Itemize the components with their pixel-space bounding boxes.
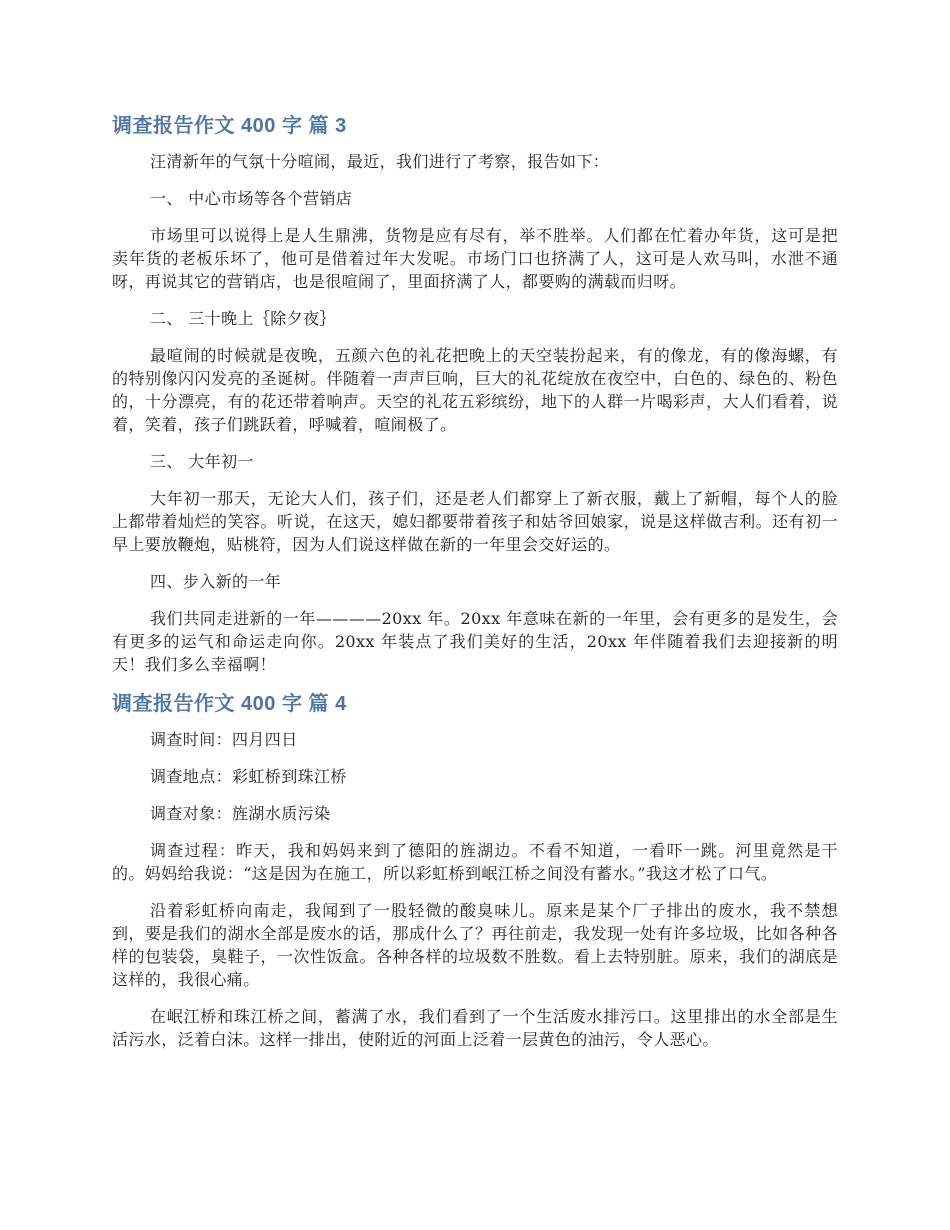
paragraph: 大年初一那天，无论大人们，孩子们，还是老人们都穿上了新衣服，戴上了新帽，每个人的脸上都带着灿烂的笑容。听说，在这天，媳妇都要带着孩子和姑爷回娘家，说是这样做吉利。还有初一早上要放鞭炮，贴桃符，因为人们说这样做在新的一年里会交好运的。 bbox=[112, 489, 838, 554]
section-heading: 调查报告作文 400 字 篇 3 bbox=[112, 115, 347, 137]
paragraph: 在岷江桥和珠江桥之间，蓄满了水，我们看到了一个生活废水排污口。这里排出的水全部是生活污水，泛着白沫。这样一排出，使附近的河面上泛着一层黄色的油污，令人恶心。 bbox=[112, 1007, 838, 1049]
paragraph: 市场里可以说得上是人生鼎沸，货物是应有尽有，举不胜举。人们都在忙着办年货，这可是把卖年货的老板乐坏了，他可是借着过年大发呢。市场门口也挤满了人，这可是人欢马叫，水泄不通呀，再说其它的营销店，也是很喧闹了，里面挤满了人，都要购的满载而归呀。 bbox=[112, 226, 838, 291]
section-4 bbox=[112, 690, 838, 1051]
paragraph: 沿着彩虹桥向南走，我闻到了一股轻微的酸臭味儿。原来是某个厂子排出的废水，我不禁想到，要是我们的湖水全部是废水的话，那成什么了？再往前走，我发现一处有许多垃圾，比如各种各样的包装袋，臭鞋子，一次性饭盒。各种各样的垃圾数不胜数。看上去特别脏。原来，我们的湖底是这样的，我很心痛。 bbox=[112, 901, 838, 989]
paragraph: 最喧闹的时候就是夜晚，五颜六色的礼花把晚上的天空装扮起来，有的像龙，有的像海螺，有的特别像闪闪发亮的圣诞树。伴随着一声声巨响，巨大的礼花绽放在夜空中，白色的、绿色的、粉色的，十分漂亮，有的花还带着响声。天空的礼花五彩缤纷，地下的人群一片喝彩声，大人们看着，说着，笑着，孩子们跳跃着，呼喊着，喧闹极了。 bbox=[112, 346, 838, 434]
subheading-paragraph: 四、步入新的一年 bbox=[150, 572, 282, 591]
paragraph: 汪清新年的气氛十分喧闹，最近，我们进行了考察，报告如下： bbox=[150, 152, 610, 171]
section-3 bbox=[112, 112, 838, 676]
paragraph: 我们共同走进新的一年————20xx 年。20xx 年意味在新的一年里，会有更多的是发生，会有更多的运气和命运走向你。20xx 年装点了我们美好的生活，20xx 年伴随着我们去迎接新的明天！我们多么幸福啊！ bbox=[112, 609, 838, 674]
subheading-paragraph: 二、 三十晚上｛除夕夜｝ bbox=[150, 309, 336, 328]
section-heading: 调查报告作文 400 字 篇 4 bbox=[112, 693, 347, 715]
survey-time: 调查时间：四月四日 bbox=[150, 730, 298, 749]
survey-subject: 调查对象：旌湖水质污染 bbox=[150, 804, 331, 823]
paragraph: 调查过程：昨天，我和妈妈来到了德阳的旌湖边。不看不知道，一看吓一跳。河里竟然是干的。妈妈给我说：“这是因为在施工，所以彩虹桥到岷江桥之间没有蓄水。”我这才松了口气。 bbox=[112, 841, 838, 883]
subheading-paragraph: 三、 大年初一 bbox=[150, 452, 254, 471]
survey-location: 调查地点：彩虹桥到珠江桥 bbox=[150, 767, 347, 786]
subheading-paragraph: 一、 中心市场等各个营销店 bbox=[150, 189, 353, 208]
